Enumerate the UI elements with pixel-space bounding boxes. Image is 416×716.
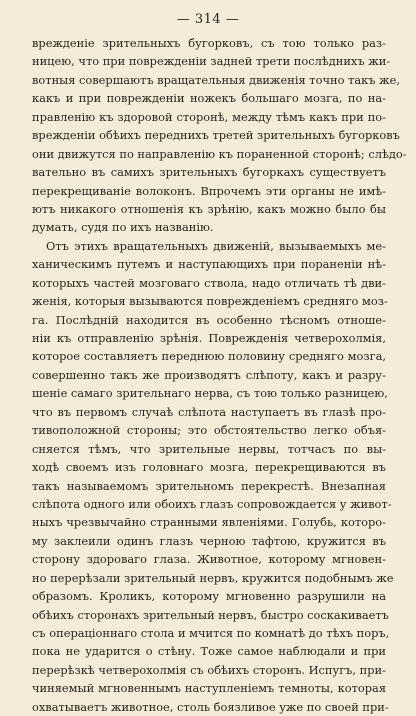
text-line: женія, которыя вызываются поврежденіемъ средняго моз- (32, 294, 388, 309)
text-line: они движутся по направленію къ пораненной сторонѣ; слѣдо- (32, 146, 407, 161)
text-line: ницею, что при поврежденіи задней трети послѣднихъ жи- (32, 54, 391, 69)
text-line: правленію къ здоровой сторонѣ, между тѣмъ какъ при по- (32, 109, 386, 124)
text-line: га. Послѣдній находится въ особенно тѣсномъ отноше- (32, 312, 386, 327)
text-line: му заклеили одинъ глазъ черною тафтою, кружится въ (32, 533, 386, 548)
text-line: перерѣзкѣ четверохолмія съ обѣихъ сторонъ. Испугъ, при- (32, 662, 386, 677)
text-line: тивоположной стороны; это обстоятельство легко объя- (32, 423, 386, 438)
text-line: совершенно такъ же производятъ слѣпоту, какъ и разру- (32, 367, 386, 382)
text-line: чиняемый мгновеннымъ наступленіемъ темноты, которая (32, 681, 386, 696)
body-text (32, 34, 407, 716)
text-line: сняется тѣмъ, что зрительные нервы, тотчасъ по вы- (32, 441, 386, 456)
text-line: которыхъ частей мозговаго ствола, надо отличать тѣ дви- (32, 275, 386, 290)
text-line: врежденіе зрительныхъ бугорковъ, съ тою только раз- (32, 36, 386, 50)
text-line: вотныя совершаютъ вращательныя движенія точно такъ же, (32, 72, 400, 87)
text-line: перекрещиваніе волоконъ. Впрочемъ эти органы не имѣ- (32, 183, 386, 198)
text-line: пока не ударится о стѣну. Тоже самое наблюдали и при (32, 644, 386, 659)
text-line: такъ называемомъ зрительномъ перекрестѣ. Внезапная (32, 478, 386, 493)
text-line: слѣпота одного или обоихъ глазъ сопровождается у живот- (32, 496, 392, 511)
text-line: какъ и при поврежденіи ножекъ большаго мозга, по на- (32, 91, 386, 106)
text-line: шеніе самаго зрительнаго нерва, съ тою только разницею, (32, 386, 388, 401)
text-line: что въ первомъ случаѣ слѣпота наступаетъ въ глазѣ про- (32, 404, 386, 419)
page-number: — 314 — (176, 12, 240, 27)
text-line: ходѣ своемъ изъ головнаго мозга, перекрещиваются въ (32, 460, 386, 475)
text-line: ханическимъ путемъ и наступающихъ при пораненіи нѣ- (32, 257, 386, 272)
paragraph (32, 237, 394, 716)
text-line: обѣихъ сторонахъ зрительный нервъ, быстро соскакиваетъ (32, 607, 389, 622)
text-line: врежденіи обѣихъ переднихъ третей зрительныхъ бугорковъ (32, 128, 400, 143)
text-line: охватываетъ животное, столь боязливое уже по своей при- (32, 699, 389, 714)
paragraph (32, 34, 407, 237)
text-line: Отъ этихъ вращательныхъ движеній, вызываемыхъ ме- (46, 238, 386, 253)
text-line: которое составляетъ переднюю половину средняго мозга, (32, 349, 386, 364)
text-line: образомъ. Кроликъ, которому мгновенно разрушили на (32, 589, 386, 604)
text-line: вательно въ самихъ зрительныхъ бугоркахъ существуетъ (32, 165, 386, 180)
text-line: но перерѣзали зрительный нервъ, кружится подобнымъ же (32, 570, 394, 585)
text-line: ніи къ отправленію зрѣнія. Поврежденія четверохолмія, (32, 331, 386, 345)
text-line: сторону здороваго глаза. Животное, которому мгновен- (32, 552, 386, 567)
text-line: ютъ никакого отношенія къ зрѣнію, какъ можно было бы (32, 201, 386, 216)
text-line: ныхъ чрезвычайно странными явленіями. Голубь, которо- (32, 515, 386, 530)
text-line: съ операціоннаго стола и мчится по комнатѣ до тѣхъ поръ, (32, 626, 390, 640)
text-line: думать, судя по ихъ названію. (32, 220, 214, 235)
